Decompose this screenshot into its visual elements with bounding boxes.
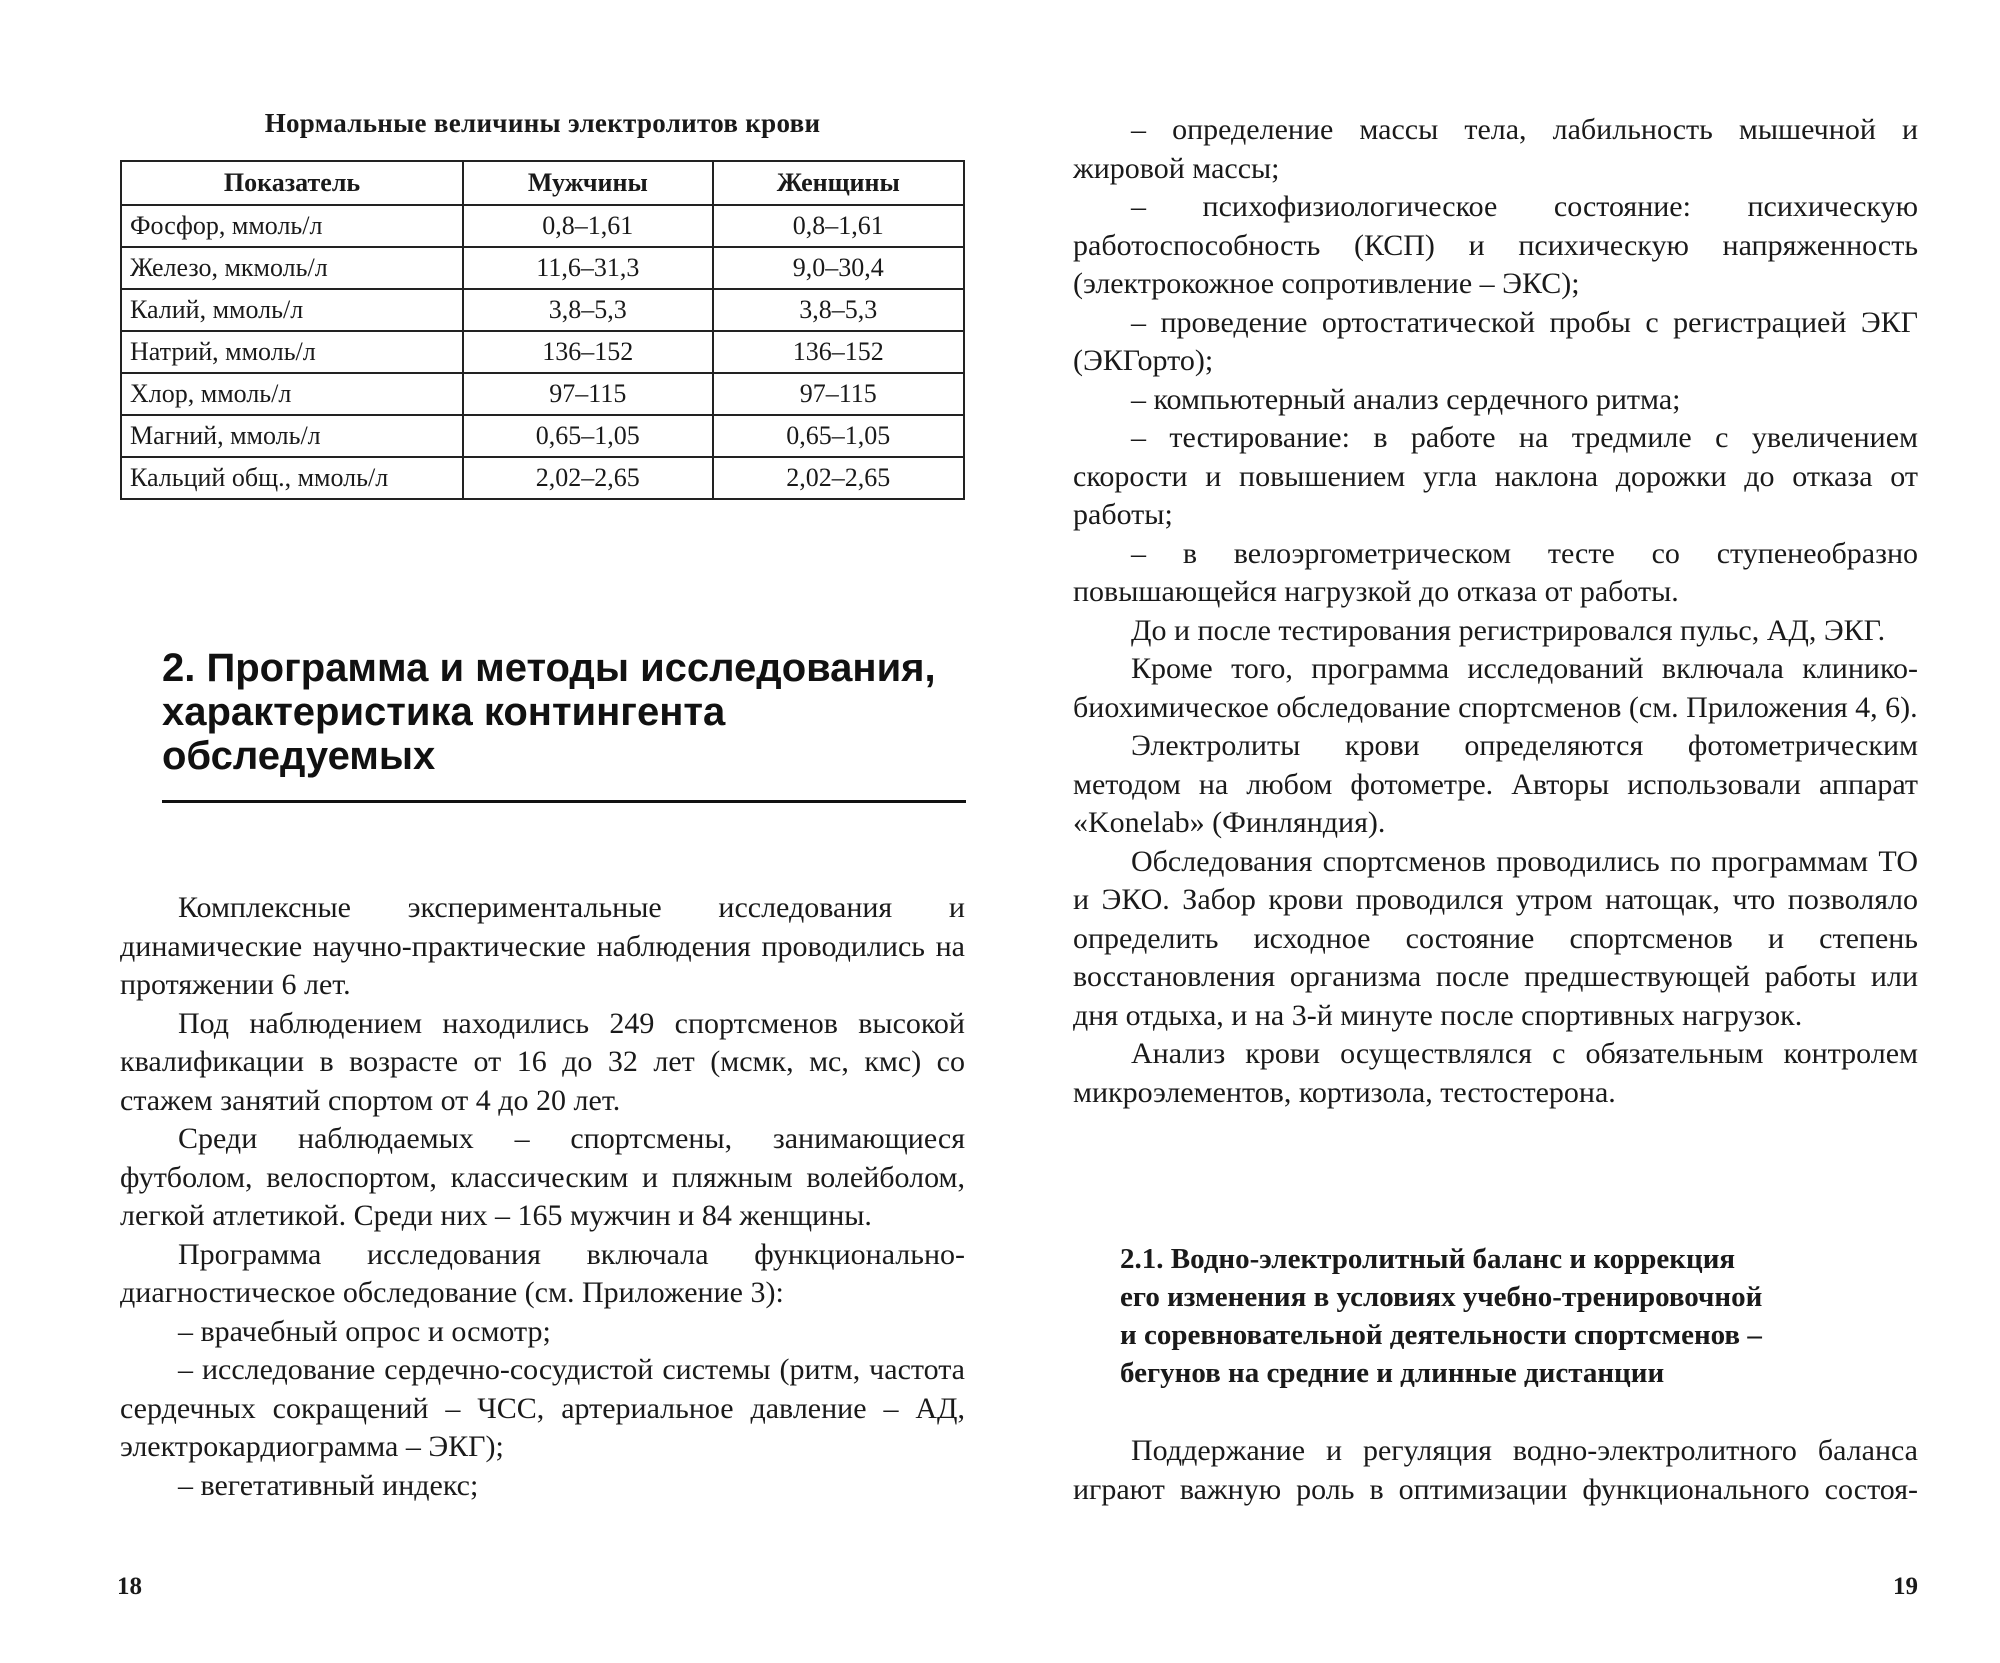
table-row [121,415,964,457]
paragraph: Программа исследования включала функционально-диагностическое обследование (см. Приложение 3): [120,1237,965,1309]
table-row [121,205,964,247]
table-title: Нормальные величины электролитов крови [264,108,821,138]
table-row [121,373,964,415]
paragraph: Под наблюдением находились 249 спортсменов высокой квалификации в возрасте от 16 до 32 лет (мсмк, мс, кмс) со стажем занятий спортом от 4 до 20 лет. [120,1006,965,1117]
table-row [121,247,964,289]
table-cell-men: 3,8–5,3 [463,289,712,331]
paragraph: До и после тестирования регистрировался пульс, АД, ЭКГ. [1131,613,1886,647]
subheading-line: бегунов на средние и длинные дистанции [1120,1357,1665,1389]
list-item: – определение массы тела, лабильность мышечной и жировой массы; [1073,113,1918,185]
table-cell-indicator: Кальций общ., ммоль/л [121,457,463,499]
subheading-line: его изменения в условиях учебно-тренировочной [1120,1281,1763,1313]
table-cell-men: 2,02–2,65 [463,457,712,499]
table-cell-indicator: Калий, ммоль/л [121,289,463,331]
paragraph: Среди наблюдаемых – спортсмены, занимающиеся футболом, велоспортом, классическим и пляжным волейболом, легкой атлетикой. Среди них – 165 мужчин и 84 женщины. [120,1122,965,1232]
table-cell-indicator: Железо, мкмоль/л [121,247,463,289]
table-cell-women: 9,0–30,4 [713,247,964,289]
table-row [121,331,964,373]
table-cell-women: 0,65–1,05 [713,415,964,457]
table-cell-indicator: Магний, ммоль/л [121,415,463,457]
table-cell-women: 136–152 [713,331,964,373]
list-item: – компьютерный анализ сердечного ритма; [1131,382,1681,416]
table-cell-women: 3,8–5,3 [713,289,964,331]
table-row [121,289,964,331]
table-cell-women: 97–115 [713,373,964,415]
list-item: – в велоэргометрическом тесте со ступенеобразно повышающейся нагрузкой до отказа от работы. [1073,536,1918,608]
paragraph: Кроме того, программа исследований включала клинико-биохимическое обследование спортсменов (см. Приложения 4, 6). [1073,652,1918,724]
paragraph: Электролиты крови определяются фотометрическим методом на любом фотометре. Авторы использовали аппарат «Konelab» (Финляндия). [1073,729,1918,839]
chapter-heading-line: характеристика контингента [162,690,726,734]
table-row [121,457,964,499]
chapter-underline-divider [162,800,966,803]
column-header-women: Женщины [713,161,964,205]
list-item: – психофизиологическое состояние: психическую работоспособность (КСП) и психическую напряженность (электрокожное сопротивление – ЭКС); [1073,190,1918,300]
table-cell-women: 0,8–1,61 [713,205,964,247]
paragraph: Анализ крови осуществлялся с обязательным контролем микроэлементов, кортизола, тестостерона. [1073,1037,1918,1109]
chapter-heading [162,646,962,778]
list-item: – тестирование: в работе на тредмиле с увеличением скорости и повышением угла наклона дорожки до отказа от работы; [1073,421,1918,531]
list-item: – исследование сердечно-сосудистой системы (ритм, частота сердечных сокращений – ЧСС, артериальное давление – АД, электрокардиограмма – ЭКГ); [120,1353,965,1463]
paragraph: Комплексные экспериментальные исследования и динамические научно-практические наблюдения проводились на протяжении 6 лет. [120,891,965,1001]
chapter-heading-line: обследуемых [162,734,436,778]
table-cell-indicator: Натрий, ммоль/л [121,331,463,373]
table-cell-men: 0,65–1,05 [463,415,712,457]
table-header-row [121,161,964,205]
subheading-line: 2.1. Водно-электролитный баланс и коррекция [1120,1243,1736,1275]
table-cell-men: 97–115 [463,373,712,415]
chapter-heading-line: 2. Программа и методы исследования, [162,646,936,690]
table-cell-men: 136–152 [463,331,712,373]
right-body-text [1073,111,1918,1112]
section-subheading [1120,1240,1920,1392]
list-item: – врачебный опрос и осмотр; [178,1314,551,1348]
column-header-indicator: Показатель [121,161,463,205]
table-cell-women: 2,02–2,65 [713,457,964,499]
page-number-left: 18 [117,1573,142,1600]
paragraph: Поддержание и регуляция водно-электролитного баланса играют важную роль в оптимизации функционального состоя- [1073,1434,1918,1506]
electrolytes-table [120,160,965,500]
paragraph: Обследования спортсменов проводились по программам ТО и ЭКО. Забор крови проводился утром натощак, что позволяло определить исходное состояние спортсменов и степень восстановления организма после предшествующей работы или дня отдыха, и на 3-й минуте после спортивных нагрузок. [1073,844,1918,1032]
list-item: – вегетативный индекс; [178,1468,479,1502]
column-header-men: Мужчины [463,161,712,205]
subheading-line: и соревновательной деятельности спортсменов – [1120,1319,1762,1351]
table-cell-men: 0,8–1,61 [463,205,712,247]
table-cell-men: 11,6–31,3 [463,247,712,289]
left-body-text [120,889,965,1505]
page-number-right: 19 [1893,1573,1918,1600]
table-cell-indicator: Хлор, ммоль/л [121,373,463,415]
list-item: – проведение ортостатической пробы с регистрацией ЭКГ (ЭКГорто); [1073,305,1918,377]
table-cell-indicator: Фосфор, ммоль/л [121,205,463,247]
right-closing-text [1073,1432,1918,1509]
